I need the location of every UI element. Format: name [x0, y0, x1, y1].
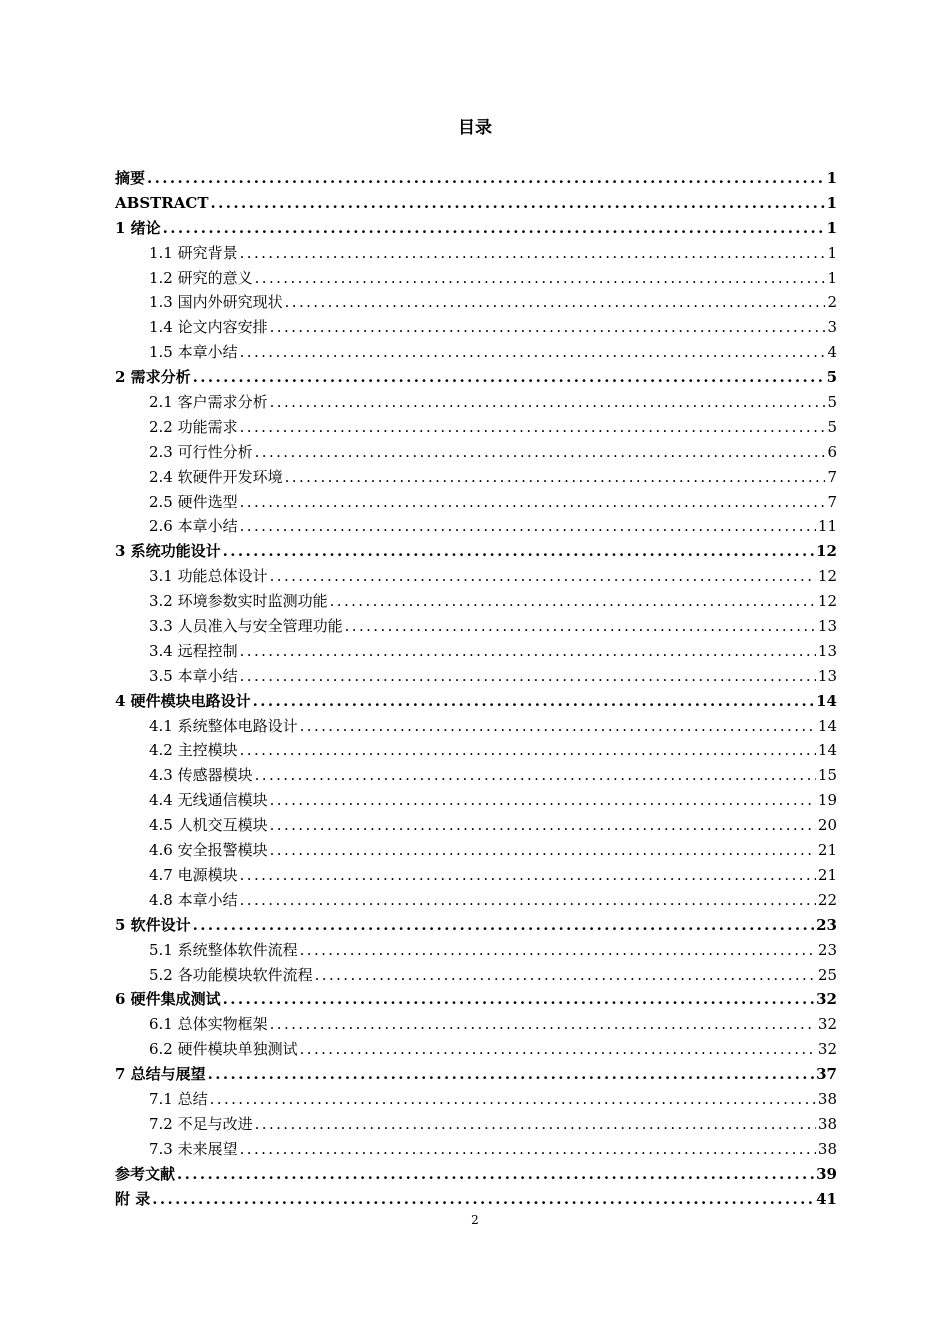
toc-dot-leader [255, 763, 816, 788]
toc-entry-label: 7.1 总结 [149, 1089, 208, 1108]
toc-entry-page: 14 [816, 691, 837, 710]
toc-entry-label: 6.2 硬件模块单独测试 [149, 1040, 298, 1059]
toc-dot-leader [270, 315, 826, 340]
toc-dot-leader [270, 813, 816, 838]
toc-entry[interactable] [115, 1162, 837, 1187]
toc-dot-leader [255, 266, 826, 291]
toc-dot-leader [240, 888, 816, 913]
toc-dot-leader [253, 689, 814, 714]
toc-entry-label: 1.4 论文内容安排 [149, 318, 268, 337]
toc-entry[interactable] [115, 738, 837, 763]
toc-dot-leader [285, 465, 826, 490]
toc-entry[interactable] [115, 813, 837, 838]
toc-entry-label: 2 需求分析 [115, 368, 191, 387]
page-number: 2 [471, 1213, 479, 1227]
toc-entry[interactable] [115, 987, 837, 1012]
toc-dot-leader [208, 1062, 814, 1087]
toc-entry-page: 38 [817, 1139, 837, 1158]
toc-entry[interactable] [115, 564, 837, 589]
toc-entry-label: 5.2 各功能模块软件流程 [149, 965, 313, 984]
toc-entry-label: 1.2 研究的意义 [149, 268, 253, 287]
toc-dot-leader [330, 589, 816, 614]
toc-entry-page: 25 [817, 965, 837, 984]
toc-entry[interactable] [115, 166, 837, 191]
toc-entry-page: 32 [817, 1040, 837, 1059]
toc-entry-page: 5 [827, 393, 837, 412]
toc-entry-label: 附 录 [115, 1189, 151, 1208]
toc-entry-page: 32 [816, 990, 837, 1009]
toc-dot-leader [270, 1012, 816, 1037]
toc-entry-page: 1 [826, 218, 837, 237]
toc-dot-leader [270, 390, 826, 415]
toc-dot-leader [240, 415, 826, 440]
toc-entry[interactable] [115, 589, 837, 614]
toc-entry-label: 7.3 未来展望 [149, 1139, 238, 1158]
toc-dot-leader [240, 340, 826, 365]
toc-entry[interactable] [115, 1037, 837, 1062]
toc-entry[interactable] [115, 788, 837, 813]
toc-entry-label: 参考文献 [115, 1164, 176, 1183]
toc-entry[interactable] [115, 191, 837, 216]
toc-entry[interactable] [115, 390, 837, 415]
toc-entry-label: 4.3 传感器模块 [149, 766, 253, 785]
toc-entry[interactable] [115, 689, 837, 714]
toc-entry-label: 3.1 功能总体设计 [149, 567, 268, 586]
toc-dot-leader [270, 788, 816, 813]
toc-dot-leader [270, 564, 816, 589]
toc-entry-page: 39 [816, 1164, 837, 1183]
toc-entry[interactable] [115, 963, 837, 988]
toc-entry-label: 2.2 功能需求 [149, 417, 238, 436]
toc-entry-label: 2.1 客户需求分析 [149, 393, 268, 412]
toc-entry[interactable] [115, 315, 837, 340]
toc-entry-page: 32 [817, 1015, 837, 1034]
toc-entry-page: 15 [817, 766, 837, 785]
toc-entry-label: 4.2 主控模块 [149, 741, 238, 760]
toc-entry-label: 3 系统功能设计 [115, 542, 221, 561]
toc-entry-page: 37 [816, 1065, 837, 1084]
toc-entry-label: 3.2 环境参数实时监测功能 [149, 592, 328, 611]
toc-entry-page: 20 [817, 816, 837, 835]
toc-entry[interactable] [115, 639, 837, 664]
toc-entry-label: 3.5 本章小结 [149, 666, 238, 685]
toc-entry-page: 5 [827, 417, 837, 436]
toc-entry-page: 5 [826, 368, 837, 387]
toc-dot-leader [193, 913, 814, 938]
toc-dot-leader [285, 290, 826, 315]
toc-entry-page: 12 [817, 567, 837, 586]
toc-dot-leader [210, 1087, 816, 1112]
toc-entry-page: 12 [817, 592, 837, 611]
toc-entry-page: 1 [826, 193, 837, 212]
toc-entry-page: 38 [817, 1089, 837, 1108]
toc-entry[interactable] [115, 1012, 837, 1037]
toc-dot-leader [211, 191, 825, 216]
toc-entry-page: 38 [817, 1114, 837, 1133]
toc-entry-page: 3 [827, 318, 837, 337]
toc-entry-label: 3.3 人员准入与安全管理功能 [149, 617, 343, 636]
toc-entry[interactable] [115, 888, 837, 913]
toc-dot-leader [223, 539, 814, 564]
toc-entry-label: 5 软件设计 [115, 915, 191, 934]
toc-dot-leader [240, 738, 816, 763]
toc-entry-page: 1 [827, 268, 837, 287]
toc-entry-label: ABSTRACT [115, 193, 209, 212]
toc-dot-leader [240, 514, 816, 539]
toc-dot-leader [240, 863, 816, 888]
toc-entry-label: 5.1 系统整体软件流程 [149, 940, 298, 959]
toc-entry[interactable] [115, 440, 837, 465]
toc-dot-leader [193, 365, 825, 390]
toc-entry-label: 1.3 国内外研究现状 [149, 293, 283, 312]
toc-entry[interactable] [115, 490, 837, 515]
toc-entry[interactable] [115, 365, 837, 390]
table-of-contents [115, 166, 837, 1211]
toc-entry-label: 1.5 本章小结 [149, 343, 238, 362]
toc-entry-page: 4 [827, 343, 837, 362]
toc-entry-page: 21 [817, 865, 837, 884]
toc-entry[interactable] [115, 1137, 837, 1162]
toc-entry[interactable] [115, 1062, 837, 1087]
toc-dot-leader [177, 1162, 814, 1187]
toc-entry[interactable] [115, 266, 837, 291]
toc-entry-page: 13 [817, 641, 837, 660]
toc-entry-label: 4.5 人机交互模块 [149, 816, 268, 835]
toc-dot-leader [315, 963, 816, 988]
toc-entry-label: 4.4 无线通信模块 [149, 791, 268, 810]
toc-entry-page: 11 [817, 517, 837, 536]
toc-dot-leader [163, 216, 825, 241]
toc-dot-leader [240, 639, 816, 664]
toc-entry-label: 6 硬件集成测试 [115, 990, 221, 1009]
toc-entry-label: 2.4 软硬件开发环境 [149, 467, 283, 486]
toc-entry[interactable] [115, 539, 837, 564]
toc-dot-leader [240, 241, 826, 266]
toc-entry-label: 4 硬件模块电路设计 [115, 691, 251, 710]
toc-entry[interactable] [115, 913, 837, 938]
toc-dot-leader [270, 838, 816, 863]
toc-dot-leader [300, 1037, 816, 1062]
toc-dot-leader [240, 664, 816, 689]
toc-dot-leader [240, 1137, 816, 1162]
toc-entry-label: 2.6 本章小结 [149, 517, 238, 536]
toc-dot-leader [240, 490, 826, 515]
toc-dot-leader [147, 166, 825, 191]
toc-entry[interactable] [115, 1187, 837, 1212]
toc-entry-label: 1.1 研究背景 [149, 243, 238, 262]
toc-entry-page: 7 [827, 492, 837, 511]
toc-entry-label: 1 绪论 [115, 218, 161, 237]
toc-entry-page: 19 [817, 791, 837, 810]
toc-dot-leader [345, 614, 816, 639]
toc-entry[interactable] [115, 514, 837, 539]
toc-entry[interactable] [115, 1087, 837, 1112]
toc-dot-leader [255, 1112, 816, 1137]
toc-dot-leader [152, 1187, 814, 1212]
toc-entry-page: 6 [827, 442, 837, 461]
toc-entry-page: 12 [816, 542, 837, 561]
toc-entry[interactable] [115, 938, 837, 963]
toc-entry-page: 13 [817, 666, 837, 685]
toc-entry-label: 6.1 总体实物框架 [149, 1015, 268, 1034]
toc-entry[interactable] [115, 241, 837, 266]
toc-entry-page: 23 [817, 940, 837, 959]
toc-entry-page: 13 [817, 617, 837, 636]
toc-entry-label: 2.5 硬件选型 [149, 492, 238, 511]
toc-entry-label: 2.3 可行性分析 [149, 442, 253, 461]
toc-entry-page: 21 [817, 841, 837, 860]
toc-entry[interactable] [115, 614, 837, 639]
toc-entry-page: 2 [827, 293, 837, 312]
toc-entry[interactable] [115, 216, 837, 241]
toc-entry-label: 7.2 不足与改进 [149, 1114, 253, 1133]
toc-dot-leader [300, 938, 816, 963]
toc-entry[interactable] [115, 863, 837, 888]
toc-entry-page: 23 [816, 915, 837, 934]
toc-entry-page: 7 [827, 467, 837, 486]
toc-entry[interactable] [115, 664, 837, 689]
toc-entry[interactable] [115, 714, 837, 739]
toc-entry-page: 14 [817, 741, 837, 760]
toc-dot-leader [255, 440, 826, 465]
page-title: 目录 [458, 118, 492, 138]
toc-entry-label: 3.4 远程控制 [149, 641, 238, 660]
toc-entry[interactable] [115, 340, 837, 365]
toc-entry-page: 1 [827, 243, 837, 262]
toc-entry-page: 14 [817, 716, 837, 735]
toc-entry-label: 摘要 [115, 169, 146, 187]
toc-entry-page: 22 [817, 890, 837, 909]
toc-dot-leader [300, 714, 816, 739]
toc-dot-leader [223, 987, 814, 1012]
toc-entry[interactable] [115, 1112, 837, 1137]
toc-entry-label: 4.7 电源模块 [149, 865, 238, 884]
toc-entry-label: 4.6 安全报警模块 [149, 841, 268, 860]
toc-entry[interactable] [115, 465, 837, 490]
toc-entry-label: 4.1 系统整体电路设计 [149, 716, 298, 735]
toc-entry-page: 1 [826, 169, 837, 187]
toc-entry[interactable] [115, 838, 837, 863]
toc-entry-label: 7 总结与展望 [115, 1065, 206, 1084]
toc-entry[interactable] [115, 290, 837, 315]
toc-entry-label: 4.8 本章小结 [149, 890, 238, 909]
toc-entry[interactable] [115, 415, 837, 440]
toc-entry[interactable] [115, 763, 837, 788]
toc-entry-page: 41 [816, 1189, 837, 1208]
